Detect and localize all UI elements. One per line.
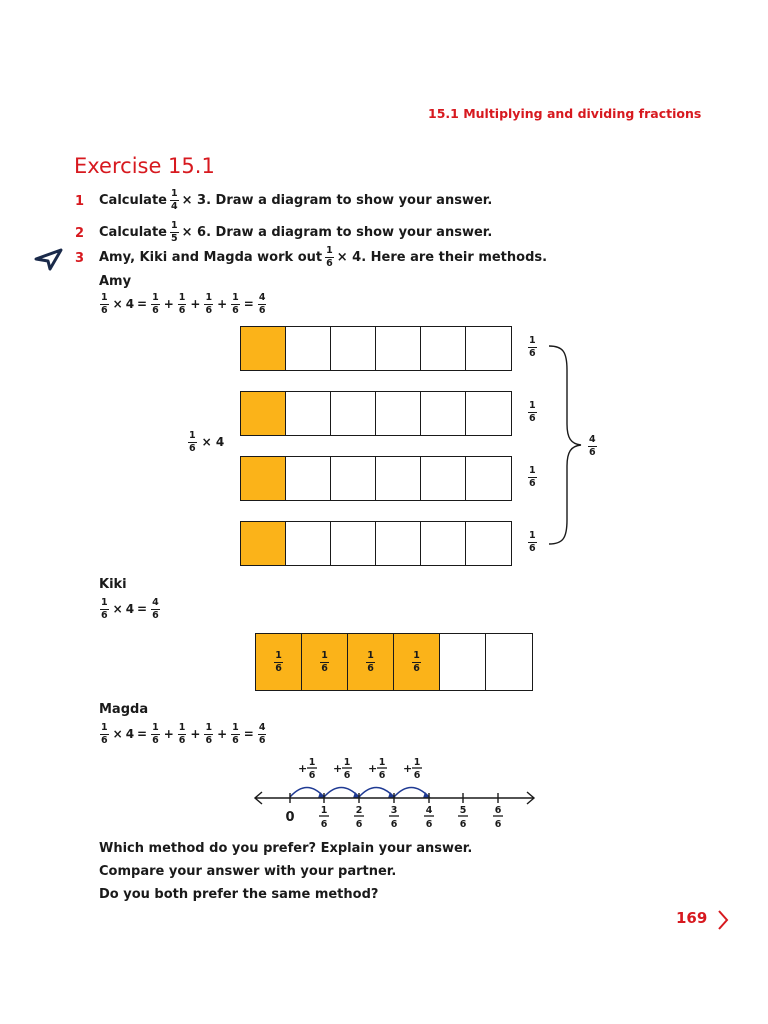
bar-cell — [466, 392, 511, 435]
denominator: 4 — [171, 200, 178, 212]
denominator: 6 — [529, 347, 536, 359]
denominator: 6 — [205, 304, 213, 316]
question-number: 3 — [75, 251, 85, 266]
denominator: 6 — [589, 446, 596, 458]
question-text: Calculate — [99, 192, 167, 208]
denominator: 6 — [367, 662, 374, 674]
fraction — [151, 723, 160, 745]
fraction — [274, 651, 283, 673]
bar-cell — [286, 327, 331, 370]
numerator: 1 — [171, 220, 178, 231]
fraction — [258, 723, 267, 745]
svg-text:2: 2 — [355, 805, 363, 816]
fraction — [151, 293, 160, 315]
bar-cell — [376, 392, 421, 435]
numerator: 1 — [275, 650, 282, 661]
svg-text:6: 6 — [459, 819, 467, 830]
svg-text:6: 6 — [425, 819, 433, 830]
denominator: 6 — [101, 609, 108, 621]
numerator: 1 — [178, 292, 186, 303]
operator: × 4 — [201, 435, 225, 449]
svg-text:3: 3 — [390, 805, 398, 816]
denominator: 6 — [101, 734, 108, 746]
numerator: 1 — [413, 650, 420, 661]
denominator: 6 — [529, 542, 536, 554]
operator: + — [190, 727, 201, 741]
question-number: 2 — [75, 226, 85, 241]
fraction — [100, 598, 109, 620]
section-header: 15.1 Multiplying and dividing fractions — [428, 106, 702, 121]
numerator: 4 — [152, 597, 159, 608]
fraction — [204, 293, 213, 315]
bar-cell — [331, 522, 376, 565]
fraction — [231, 293, 240, 315]
chevron-right-icon[interactable] — [716, 909, 730, 931]
question-2 — [99, 221, 492, 243]
amy-label: Amy — [99, 274, 132, 289]
bar-cell — [376, 522, 421, 565]
fraction — [588, 435, 597, 457]
amy-row-label — [527, 466, 538, 488]
jump-arc — [324, 788, 359, 798]
jump-arc — [359, 788, 394, 798]
jump-label — [403, 757, 422, 781]
question-text: × 6. Draw a diagram to show your answer. — [181, 224, 493, 240]
denominator: 6 — [413, 662, 420, 674]
fraction — [204, 723, 213, 745]
bar-cell-filled — [241, 522, 286, 565]
amy-bar-row — [240, 456, 512, 501]
bar-cell — [466, 327, 511, 370]
bar-cell — [421, 392, 466, 435]
question-text: × 3. Draw a diagram to show your answer. — [181, 192, 493, 208]
svg-text:+: + — [368, 762, 378, 775]
magda-equation — [99, 723, 267, 745]
numerator: 1 — [205, 722, 213, 733]
amy-bar-row — [240, 391, 512, 436]
fraction — [325, 246, 334, 268]
denominator: 6 — [152, 734, 159, 746]
fraction — [320, 651, 329, 673]
bar-cell — [286, 457, 331, 500]
numerator: 1 — [529, 400, 536, 411]
operator: = — [137, 602, 148, 616]
numerator: 1 — [321, 650, 328, 661]
numerator: 1 — [232, 722, 239, 733]
closing-question: Compare your answer with your partner. — [99, 864, 397, 879]
question-text: × 4. Here are their methods. — [336, 249, 548, 265]
operator: = — [243, 297, 254, 311]
svg-text:6: 6 — [355, 819, 363, 830]
fraction — [170, 221, 179, 243]
numerator: 4 — [258, 722, 266, 733]
fraction — [528, 531, 537, 553]
jump-label — [368, 757, 387, 781]
numerator: 1 — [529, 465, 536, 476]
denominator: 6 — [258, 304, 266, 316]
denominator: 6 — [152, 609, 159, 621]
operator: = — [137, 297, 148, 311]
question-3 — [99, 246, 547, 268]
numerator: 1 — [326, 245, 333, 256]
multiplier: 4 — [125, 727, 135, 741]
operator: + — [163, 297, 174, 311]
svg-text:1: 1 — [308, 757, 316, 768]
compass-icon — [34, 247, 64, 271]
svg-text:6: 6 — [413, 770, 421, 781]
kiki-bar — [255, 633, 533, 691]
numerator: 1 — [152, 292, 159, 303]
numerator: 1 — [101, 292, 108, 303]
svg-text:6: 6 — [308, 770, 316, 781]
bar-cell — [466, 457, 511, 500]
denominator: 6 — [258, 734, 266, 746]
magda-label: Magda — [99, 702, 149, 717]
denominator: 6 — [232, 734, 239, 746]
denominator: 6 — [321, 662, 328, 674]
numerator: 4 — [258, 292, 266, 303]
closing-question: Which method do you prefer? Explain your answer. — [99, 841, 473, 856]
question-number: 1 — [75, 194, 85, 209]
amy-row-label — [527, 401, 538, 423]
fraction — [178, 723, 187, 745]
bar-cell-filled — [348, 634, 394, 690]
svg-text:4: 4 — [425, 805, 433, 816]
jump-label — [298, 757, 317, 781]
denominator: 6 — [178, 304, 186, 316]
amy-total — [587, 435, 598, 457]
svg-text:+: + — [298, 762, 308, 775]
svg-text:1: 1 — [413, 757, 421, 768]
bar-cell-filled — [256, 634, 302, 690]
svg-text:1: 1 — [320, 805, 328, 816]
denominator: 5 — [171, 232, 178, 244]
bar-cell — [331, 392, 376, 435]
kiki-equation — [99, 598, 161, 620]
svg-text:6: 6 — [320, 819, 328, 830]
tick-label — [424, 805, 434, 830]
bar-cell — [440, 634, 486, 690]
operator: × — [112, 602, 123, 616]
page-number: 169 — [676, 909, 708, 927]
numerator: 1 — [101, 597, 108, 608]
tick-label — [458, 805, 468, 830]
amy-bar-row — [240, 521, 512, 566]
svg-text:6: 6 — [378, 770, 386, 781]
operator: + — [217, 727, 228, 741]
denominator: 6 — [275, 662, 282, 674]
fraction — [170, 189, 179, 211]
denominator: 6 — [205, 734, 213, 746]
operator: + — [190, 297, 201, 311]
bar-cell — [486, 634, 532, 690]
denominator: 6 — [101, 304, 108, 316]
svg-text:+: + — [403, 762, 413, 775]
tick-label — [389, 805, 399, 830]
operator: × — [112, 297, 123, 311]
bar-cell — [286, 392, 331, 435]
closing-question: Do you both prefer the same method? — [99, 887, 379, 902]
amy-row-label — [527, 336, 538, 358]
numerator: 1 — [178, 722, 186, 733]
operator: + — [217, 297, 228, 311]
fraction — [188, 431, 197, 453]
amy-equation — [99, 293, 267, 315]
denominator: 6 — [232, 304, 239, 316]
numerator: 1 — [171, 188, 178, 199]
bar-cell-filled — [241, 392, 286, 435]
denominator: 6 — [529, 477, 536, 489]
svg-text:6: 6 — [390, 819, 398, 830]
numerator: 1 — [101, 722, 108, 733]
amy-side-label — [187, 431, 224, 453]
svg-text:+: + — [333, 762, 343, 775]
bar-cell-filled — [302, 634, 348, 690]
tick-label — [354, 805, 364, 830]
bar-cell-filled — [394, 634, 440, 690]
fraction — [151, 598, 160, 620]
bar-cell — [421, 457, 466, 500]
bar-cell — [331, 457, 376, 500]
operator: = — [137, 727, 148, 741]
multiplier: 4 — [125, 602, 135, 616]
tick-label — [493, 805, 503, 830]
fraction — [528, 401, 537, 423]
numerator: 1 — [529, 530, 536, 541]
amy-bar-row — [240, 326, 512, 371]
numerator: 1 — [529, 335, 536, 346]
svg-text:6: 6 — [494, 819, 502, 830]
svg-text:5: 5 — [459, 805, 467, 816]
numerator: 1 — [152, 722, 159, 733]
numerator: 1 — [367, 650, 374, 661]
exercise-title: Exercise 15.1 — [74, 154, 215, 178]
numerator: 4 — [589, 434, 596, 445]
operator: × — [112, 727, 123, 741]
fraction — [258, 293, 267, 315]
numerator: 1 — [232, 292, 239, 303]
bar-cell-filled — [241, 327, 286, 370]
kiki-label: Kiki — [99, 577, 127, 592]
denominator: 6 — [529, 412, 536, 424]
bar-cell — [376, 457, 421, 500]
denominator: 6 — [178, 734, 186, 746]
fraction — [231, 723, 240, 745]
tick-label — [319, 805, 329, 830]
brace-icon — [545, 340, 585, 550]
question-1 — [99, 189, 492, 211]
bar-cell — [286, 522, 331, 565]
fraction — [412, 651, 421, 673]
fraction — [528, 336, 537, 358]
svg-text:1: 1 — [378, 757, 386, 768]
denominator: 6 — [326, 257, 333, 269]
denominator: 6 — [152, 304, 159, 316]
jump-arc — [394, 788, 429, 798]
tick-label-zero: 0 — [285, 810, 295, 825]
bar-cell — [466, 522, 511, 565]
bar-cell — [376, 327, 421, 370]
fraction — [366, 651, 375, 673]
bar-cell-filled — [241, 457, 286, 500]
numerator: 1 — [189, 430, 196, 441]
svg-text:6: 6 — [494, 805, 502, 816]
numerator: 1 — [205, 292, 213, 303]
bar-cell — [331, 327, 376, 370]
operator: + — [163, 727, 174, 741]
svg-text:1: 1 — [343, 757, 351, 768]
denominator: 6 — [189, 442, 196, 454]
number-line — [250, 752, 540, 834]
question-text: Amy, Kiki and Magda work out — [99, 249, 323, 265]
fraction — [178, 293, 187, 315]
fraction — [100, 293, 109, 315]
question-text: Calculate — [99, 224, 167, 240]
amy-row-label — [527, 531, 538, 553]
bar-cell — [421, 327, 466, 370]
fraction — [100, 723, 109, 745]
operator: = — [243, 727, 254, 741]
bar-cell — [421, 522, 466, 565]
svg-text:6: 6 — [343, 770, 351, 781]
multiplier: 4 — [125, 297, 135, 311]
jump-label — [333, 757, 352, 781]
fraction — [528, 466, 537, 488]
